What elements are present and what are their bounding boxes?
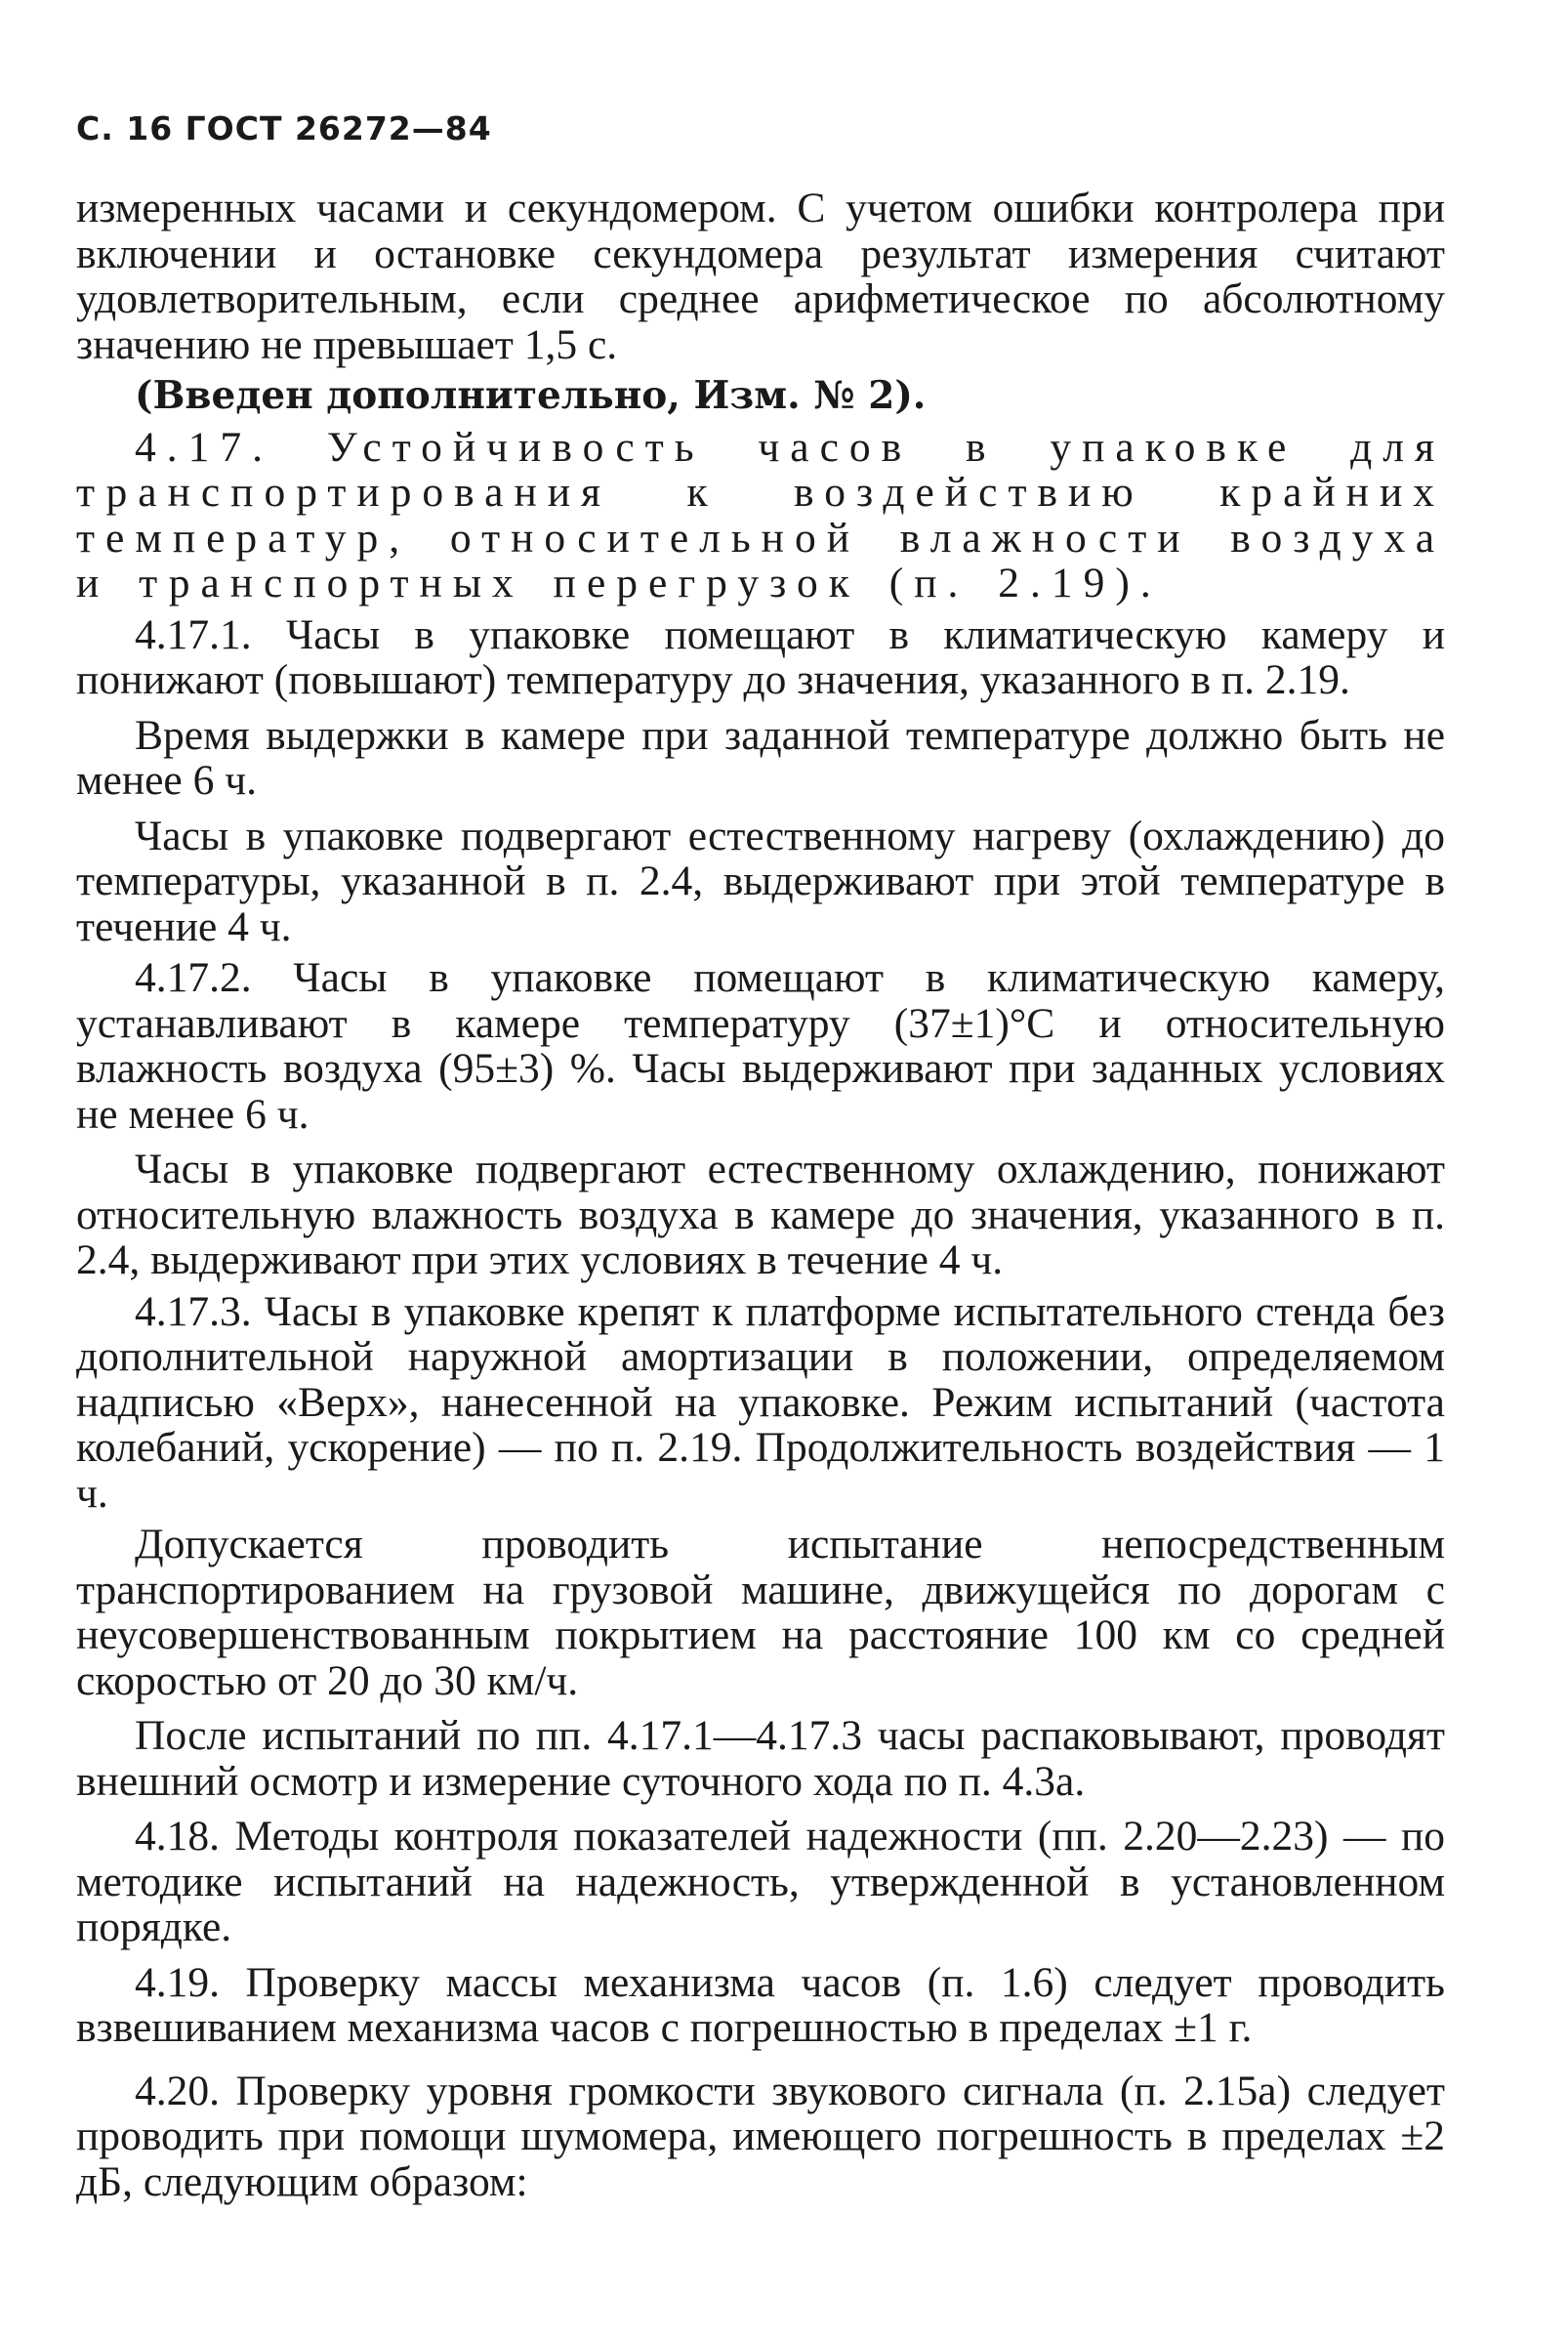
section-4-18: 4.18. Методы контроля показателей надежности (пп. 2.20—2.23) — по методике испытаний на надежность, утвержденной в установленном порядке. <box>76 1813 1445 1950</box>
paragraph-transport-test: Допускается проводить испытание непосредственным транспортированием на грузовой машине, движущейся по дорогам с неусовершенствованным покрытием на расстояние 100 км со средней скоростью от 20 до 30 км/ч. <box>76 1521 1445 1704</box>
section-4-20: 4.20. Проверку уровня громкости звукового сигнала (п. 2.15а) следует проводить при помощи шумомера, имеющего погрешность в пределах ±2 дБ, следующим образом: <box>76 2067 1445 2205</box>
paragraph-hold-time: Время выдержки в камере при заданной температуре должно быть не менее 6 ч. <box>76 711 1445 804</box>
section-4-19: 4.19. Проверку массы механизма часов (п. 1.6) следует проводить взвешиванием механизма часов с погрешностью в пределах ±1 г. <box>76 1958 1445 2051</box>
amendment-note: (Введен дополнительно, Изм. № 2). <box>135 373 927 418</box>
running-header: С. 16 ГОСТ 26272—84 <box>76 109 492 147</box>
paragraph-natural-heating: Часы в упаковке подвергают естественному нагреву (охлаждению) до температуры, указанной в п. 2.4, выдерживают при этой температуре в течение 4 ч. <box>76 812 1445 950</box>
paragraph-after-tests: После испытаний по пп. 4.17.1—4.17.3 часы распаковывают, проводят внешний осмотр и измерение суточного хода по п. 4.3а. <box>76 1712 1445 1805</box>
section-4-17-3: 4.17.3. Часы в упаковке крепят к платформе испытательного стенда без дополнительной наружной амортизации в положении, определяемом надписью «Верх», нанесенной на упаковке. Режим испытаний (частота колебаний, ускорение) — по п. 2.19. Продолжительность воздействия — 1 ч. <box>76 1287 1445 1517</box>
document-body <box>76 186 1445 2210</box>
paragraph-natural-cooling: Часы в упаковке подвергают естественному охлаждению, понижают относительную влажность воздуха в камере до значения, указанного в п. 2.4, выдерживают при этих условиях в течение 4 ч. <box>76 1146 1445 1283</box>
section-4-17-1: 4.17.1. Часы в упаковке помещают в климатическую камеру и понижают (повышают) температуру до значения, указанного в п. 2.19. <box>76 610 1445 703</box>
paragraph-continuation: измеренных часами и секундомером. С учетом ошибки контролера при включении и остановке секундомера результат измерения считают удовлетворительным, если среднее арифметическое по абсолютному значению не превышает 1,5 с. <box>76 185 1445 368</box>
section-4-17-2: 4.17.2. Часы в упаковке помещают в климатическую камеру, устанавливают в камере температуру (37±1)°С и относительную влажность воздуха (95±3) %. Часы выдерживают при заданных условиях не менее 6 ч. <box>76 954 1445 1138</box>
section-4-17-heading: 4.17. Устойчивость часов в упаковке для транспортирования к воздействию крайних температур, относительной влажности воздуха и транспортных перегрузок (п. 2.19). <box>76 423 1445 606</box>
